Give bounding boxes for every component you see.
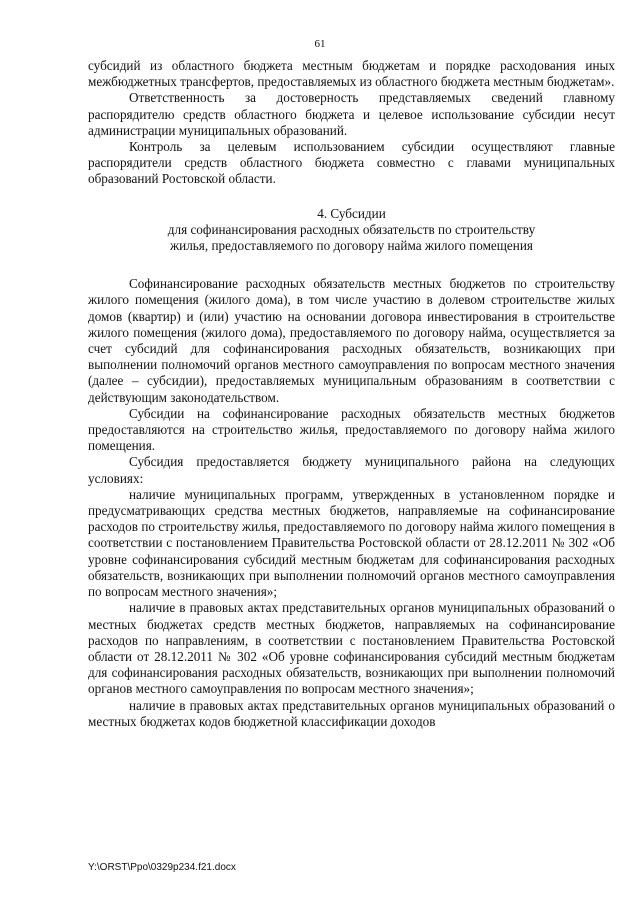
paragraph: Софинансирование расходных обязательств местных бюджетов по строительству жилого помещения (жилого дома), в том числе участию в долевом строительстве жилых домов (квартир) и (или) участию на основании договора инвестирования в строительстве жилого помещения (жилого дома), предоставляемого по договору найма, осуществляется за счет субсидий для софинансирования расходных обязательств, возникающих при выполнении полномочий органов местного самоуправления по вопросам местного значения (далее – субсидии), предоставляемых муниципальным образованиям в соответствии с действующим законодательством. bbox=[88, 276, 615, 405]
paragraph: Ответственность за достоверность представляемых сведений главному распорядителю средств областного бюджета и целевое использование субсидии несут администрации муниципальных образований. bbox=[88, 90, 615, 138]
paragraph: Субсидии на софинансирование расходных обязательств местных бюджетов предоставляются на строительство жилья, предоставляемого по договору найма жилого помещения. bbox=[88, 405, 615, 454]
section-title: 4. Субсидии bbox=[317, 205, 386, 221]
paragraph: Контроль за целевым использованием субсидии осуществляют главные распорядители средств областного бюджета совместно с главами муниципальных образований Ростовской области. bbox=[88, 139, 615, 187]
document-body bbox=[88, 58, 615, 730]
paragraph: Субсидия предоставляется бюджету муниципального района на следующих условиях: bbox=[88, 454, 615, 486]
section-subtitle: жилья, предоставляемого по договору найма жилого помещения bbox=[170, 238, 533, 254]
paragraph: субсидий из областного бюджета местным бюджетам и порядке расходования иных межбюджетных трансфертов, предоставляемых из областного бюджета местным бюджетам». bbox=[88, 58, 615, 90]
paragraph: наличие в правовых актах представительных органов муниципальных образований о местных бюджетах средств местных бюджетов, направляемых на софинансирование расходов по направлениям, в соответствии с постановлением Правительства Ростовской области от 28.12.2011 № 302 «Об уровне софинансирования субсидий местным бюджетам для софинансирования расходных обязательств, возникающих при выполнении полномочий органов местного самоуправления по вопросам местного значения»; bbox=[88, 600, 615, 697]
paragraph: наличие муниципальных программ, утвержденных в установленном порядке и предусматривающих средства местных бюджетов, направляемые на софинансирование расходов по строительству жилья, предоставляемого по договору найма жилого помещения в соответствии с постановлением Правительства Ростовской области от 28.12.2011 № 302 «Об уровне софинансирования субсидий местным бюджетам для софинансирования расходных обязательств, возникающих при выполнении полномочий органов местного самоуправления по вопросам местного значения»; bbox=[88, 486, 615, 600]
section-subtitle: для софинансирования расходных обязательств по строительству bbox=[167, 221, 536, 237]
file-path-footer: Y:\ORST\Ppo\0329p234.f21.docx bbox=[88, 862, 236, 873]
page-number: 61 bbox=[314, 38, 326, 50]
paragraph: наличие в правовых актах представительных органов муниципальных образований о местных бюджетах кодов бюджетной классификации доходов bbox=[88, 697, 615, 729]
